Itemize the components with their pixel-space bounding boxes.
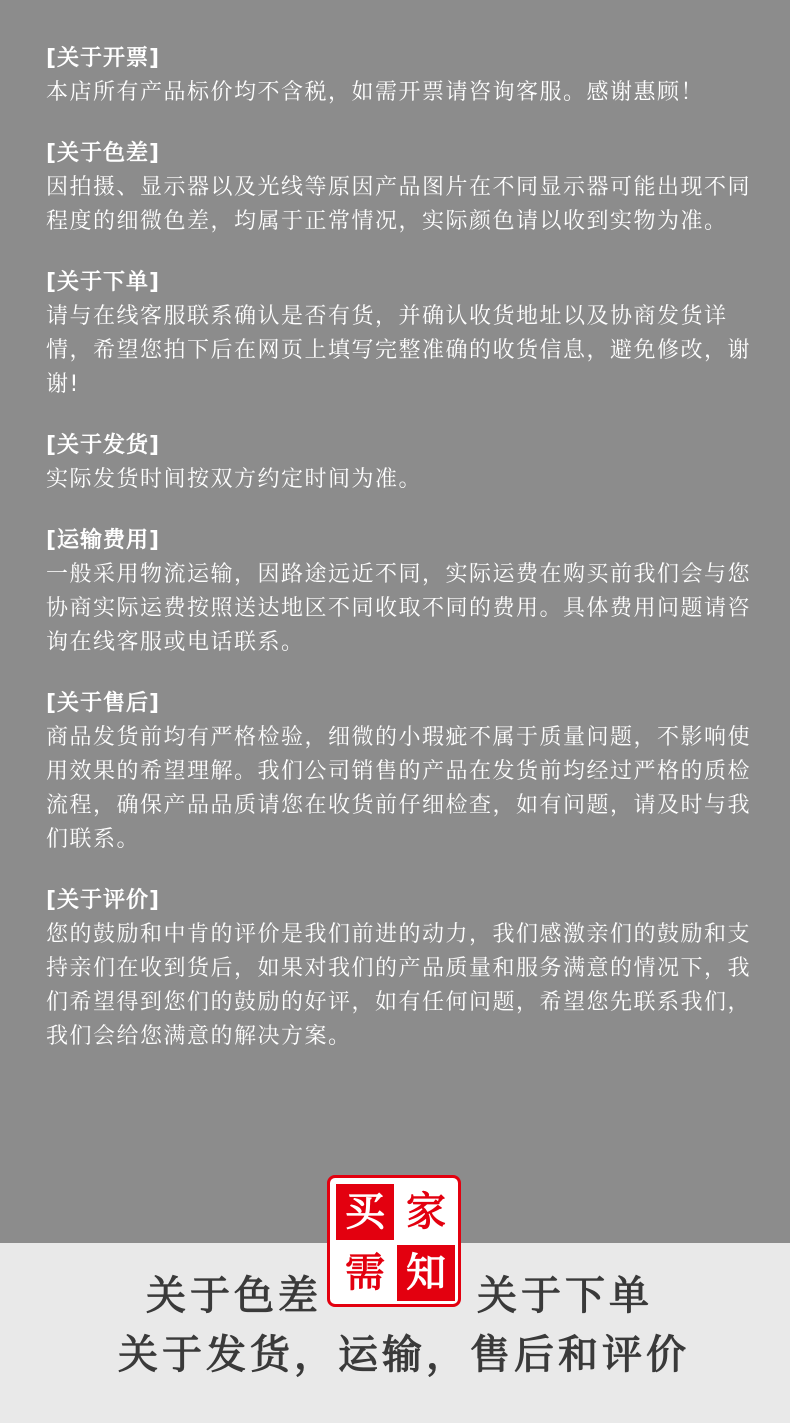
- section-color-difference: [46, 137, 756, 239]
- section-body: 本店所有产品标价均不含税，如需开票请咨询客服。感谢惠顾！: [46, 80, 705, 105]
- section-title: [关于售后]: [46, 691, 161, 716]
- section-ordering: [46, 266, 756, 402]
- section-invoice: [46, 42, 756, 110]
- stamp-char: 家: [397, 1184, 455, 1240]
- section-title: [运输费用]: [46, 528, 161, 553]
- footer-color-difference: 关于色差: [146, 1273, 322, 1319]
- stamp-char: 知: [397, 1245, 455, 1301]
- section-title: [关于下单]: [46, 270, 161, 295]
- section-title: [关于发货]: [46, 433, 161, 458]
- section-title: [关于开票]: [46, 46, 161, 71]
- footer-topics: 关于发货，运输，售后和评价: [118, 1332, 690, 1378]
- section-body: 因拍摄、显示器以及光线等原因产品图片在不同显示器可能出现不同程度的细微色差，均属于正常情况，实际颜色请以收到实物为准。: [46, 175, 752, 234]
- section-body: 实际发货时间按双方约定时间为准。: [46, 467, 423, 492]
- section-body: 请与在线客服联系确认是否有货，并确认收货地址以及协商发货详情，希望您拍下后在网页上填写完整准确的收货信息，避免修改，谢谢!: [46, 304, 752, 397]
- stamp-char: 买: [336, 1184, 394, 1240]
- footer-ordering: 关于下单: [477, 1273, 653, 1319]
- stamp-char: 需: [336, 1245, 394, 1301]
- section-title: [关于色差]: [46, 141, 161, 166]
- notice-content: [46, 42, 756, 1081]
- section-reviews: [46, 884, 756, 1054]
- section-title: [关于评价]: [46, 888, 161, 913]
- section-freight-cost: [46, 524, 756, 660]
- section-body: 您的鼓励和中肯的评价是我们前进的动力，我们感激亲们的鼓励和支持亲们在收到货后，如果对我们的产品质量和服务满意的情况下，我们希望得到您们的鼓励的好评，如有任何问题，希望您先联系我们，我们会给您满意的解决方案。: [46, 922, 752, 1049]
- section-shipping: [46, 429, 756, 497]
- section-after-sales: [46, 687, 756, 857]
- buyer-notice-stamp: [327, 1175, 461, 1307]
- section-body: 一般采用物流运输，因路途远近不同，实际运费在购买前我们会与您协商实际运费按照送达地区不同收取不同的费用。具体费用问题请咨询在线客服或电话联系。: [46, 562, 752, 655]
- section-body: 商品发货前均有严格检验，细微的小瑕疵不属于质量问题，不影响使用效果的希望理解。我们公司销售的产品在发货前均经过严格的质检流程，确保产品品质请您在收货前仔细检查，如有问题，请及时与我们联系。: [46, 725, 752, 852]
